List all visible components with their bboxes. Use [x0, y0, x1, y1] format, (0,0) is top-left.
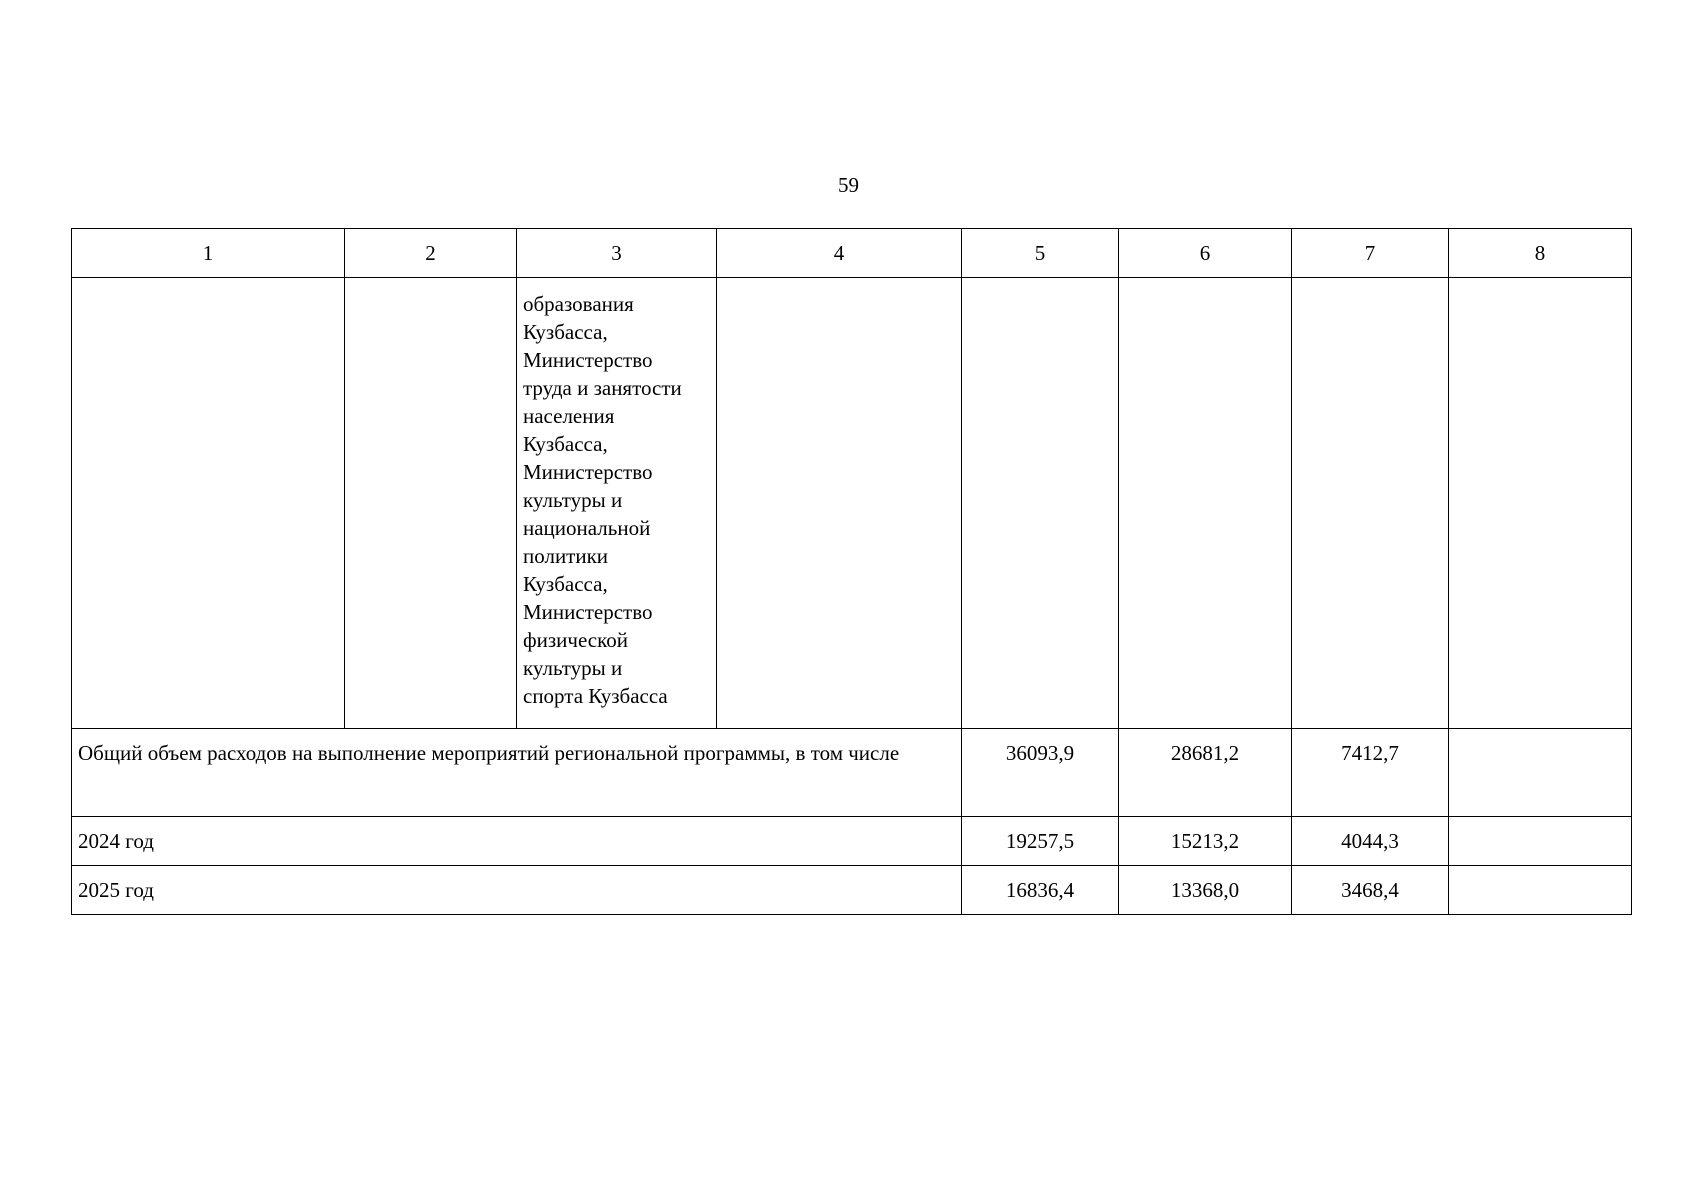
- expenditure-table: [71, 228, 1632, 915]
- table-cell: [1292, 278, 1449, 729]
- header-cell-4: 4: [717, 229, 962, 278]
- total-label: Общий объем расходов на выполнение мероприятий региональной программы, в том числе: [72, 729, 962, 817]
- year-label: 2024 год: [72, 817, 962, 866]
- header-cell-3: 3: [517, 229, 717, 278]
- header-cell-2: 2: [345, 229, 517, 278]
- total-value-col6: 28681,2: [1119, 729, 1292, 817]
- table-cell: [962, 278, 1119, 729]
- responsible-executors-cell: образования Кузбасса, Министерство труда и занятости населения Кузбасса, Министерство культуры и национальной политики Кузбасса, Министерство физической культуры и спорта Кузбасса: [517, 278, 717, 729]
- year-value-col5: 19257,5: [962, 817, 1119, 866]
- header-cell-8: 8: [1449, 229, 1632, 278]
- year-value-col7: 3468,4: [1292, 866, 1449, 915]
- table-header-row: [72, 229, 1632, 278]
- year-value-col5: 16836,4: [962, 866, 1119, 915]
- header-cell-5: 5: [962, 229, 1119, 278]
- total-row: [72, 729, 1632, 817]
- year-value-col8: [1449, 866, 1632, 915]
- table-row: [72, 278, 1632, 729]
- year-row-2025: [72, 866, 1632, 915]
- total-value-col5: 36093,9: [962, 729, 1119, 817]
- year-value-col8: [1449, 817, 1632, 866]
- year-value-col6: 13368,0: [1119, 866, 1292, 915]
- total-value-col7: 7412,7: [1292, 729, 1449, 817]
- header-cell-6: 6: [1119, 229, 1292, 278]
- page-number: 59: [838, 173, 859, 197]
- total-value-col8: [1449, 729, 1632, 817]
- header-cell-7: 7: [1292, 229, 1449, 278]
- year-label: 2025 год: [72, 866, 962, 915]
- table-cell: [717, 278, 962, 729]
- table-cell: [345, 278, 517, 729]
- header-cell-1: 1: [72, 229, 345, 278]
- table-cell: [72, 278, 345, 729]
- table-cell: [1119, 278, 1292, 729]
- year-value-col6: 15213,2: [1119, 817, 1292, 866]
- table-cell: [1449, 278, 1632, 729]
- year-value-col7: 4044,3: [1292, 817, 1449, 866]
- year-row-2024: [72, 817, 1632, 866]
